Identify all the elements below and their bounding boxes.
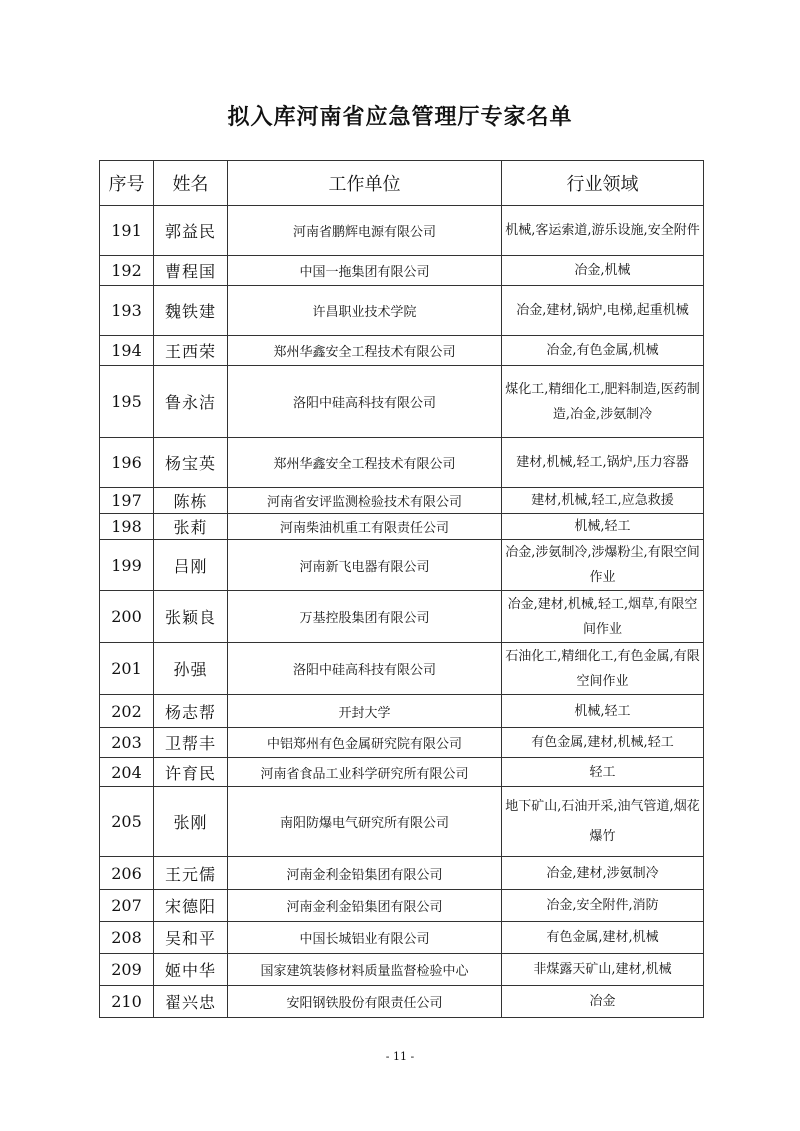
row-field: 机械,客运索道,游乐设施,安全附件 (502, 206, 704, 256)
table-row (100, 438, 704, 488)
table-row (100, 787, 704, 857)
row-name: 王元儒 (154, 857, 228, 890)
row-no: 192 (100, 256, 154, 286)
table-row (100, 728, 704, 758)
row-field: 建材,机械,轻工,锅炉,压力容器 (502, 438, 704, 488)
row-no: 194 (100, 336, 154, 366)
row-field: 轻工 (502, 758, 704, 787)
row-no: 206 (100, 857, 154, 890)
header-unit: 工作单位 (228, 161, 502, 206)
row-field: 冶金,有色金属,机械 (502, 336, 704, 366)
table-row (100, 922, 704, 954)
row-field: 石油化工,精细化工,有色金属,有限空间作业 (502, 643, 704, 695)
table-row (100, 758, 704, 787)
row-name: 杨宝英 (154, 438, 228, 488)
row-field: 冶金,安全附件,消防 (502, 890, 704, 922)
row-no: 198 (100, 514, 154, 540)
row-no: 204 (100, 758, 154, 787)
row-field: 冶金,建材,涉氨制冷 (502, 857, 704, 890)
row-unit: 洛阳中硅高科技有限公司 (228, 366, 502, 438)
row-name: 曹程国 (154, 256, 228, 286)
row-unit: 河南金利金铅集团有限公司 (228, 890, 502, 922)
row-field: 有色金属,建材,机械,轻工 (502, 728, 704, 758)
row-name: 陈栋 (154, 488, 228, 514)
table-row (100, 695, 704, 728)
row-unit: 许昌职业技术学院 (228, 286, 502, 336)
table-row (100, 256, 704, 286)
row-field: 有色金属,建材,机械 (502, 922, 704, 954)
row-name: 翟兴忠 (154, 986, 228, 1018)
row-unit: 南阳防爆电气研究所有限公司 (228, 787, 502, 857)
row-no: 203 (100, 728, 154, 758)
table-row (100, 488, 704, 514)
row-unit: 河南新飞电器有限公司 (228, 540, 502, 591)
row-unit: 开封大学 (228, 695, 502, 728)
table-row (100, 336, 704, 366)
row-name: 杨志帮 (154, 695, 228, 728)
row-name: 王西荣 (154, 336, 228, 366)
row-no: 209 (100, 954, 154, 986)
row-unit: 中国一拖集团有限公司 (228, 256, 502, 286)
row-name: 吕刚 (154, 540, 228, 591)
row-name: 张颖良 (154, 591, 228, 643)
row-unit: 河南省安评监测检验技术有限公司 (228, 488, 502, 514)
row-unit: 万基控股集团有限公司 (228, 591, 502, 643)
table-row (100, 286, 704, 336)
row-field: 建材,机械,轻工,应急救援 (502, 488, 704, 514)
row-field: 冶金,涉氨制冷,涉爆粉尘,有限空间作业 (502, 540, 704, 591)
row-name: 吴和平 (154, 922, 228, 954)
row-field: 冶金,机械 (502, 256, 704, 286)
header-no: 序号 (100, 161, 154, 206)
table-row (100, 206, 704, 256)
expert-table (99, 160, 704, 1018)
row-no: 196 (100, 438, 154, 488)
row-name: 孙强 (154, 643, 228, 695)
row-unit: 国家建筑装修材料质量监督检验中心 (228, 954, 502, 986)
row-unit: 河南金利金铅集团有限公司 (228, 857, 502, 890)
row-no: 210 (100, 986, 154, 1018)
row-name: 鲁永洁 (154, 366, 228, 438)
row-no: 197 (100, 488, 154, 514)
row-name: 郭益民 (154, 206, 228, 256)
row-name: 魏铁建 (154, 286, 228, 336)
row-name: 卫帮丰 (154, 728, 228, 758)
row-field: 冶金,建材,机械,轻工,烟草,有限空间作业 (502, 591, 704, 643)
header-name: 姓名 (154, 161, 228, 206)
row-field: 机械,轻工 (502, 514, 704, 540)
row-no: 200 (100, 591, 154, 643)
row-unit: 安阳钢铁股份有限责任公司 (228, 986, 502, 1018)
table-body (100, 206, 704, 1018)
row-unit: 郑州华鑫安全工程技术有限公司 (228, 336, 502, 366)
row-field: 地下矿山,石油开采,油气管道,烟花爆竹 (502, 787, 704, 857)
table-row (100, 857, 704, 890)
row-no: 205 (100, 787, 154, 857)
row-no: 199 (100, 540, 154, 591)
table-row (100, 986, 704, 1018)
table-row (100, 540, 704, 591)
row-unit: 郑州华鑫安全工程技术有限公司 (228, 438, 502, 488)
table-row (100, 643, 704, 695)
table-row (100, 591, 704, 643)
row-field: 冶金 (502, 986, 704, 1018)
row-unit: 中国长城铝业有限公司 (228, 922, 502, 954)
row-no: 193 (100, 286, 154, 336)
page-number: - 11 - (385, 1050, 415, 1063)
row-no: 207 (100, 890, 154, 922)
row-name: 许育民 (154, 758, 228, 787)
row-no: 191 (100, 206, 154, 256)
table-row (100, 954, 704, 986)
header-field: 行业领域 (502, 161, 704, 206)
table-row (100, 890, 704, 922)
table-header-row (100, 161, 704, 206)
row-name: 张莉 (154, 514, 228, 540)
page-title: 拟入库河南省应急管理厅专家名单 (227, 105, 573, 130)
row-no: 202 (100, 695, 154, 728)
row-unit: 河南省食品工业科学研究所有限公司 (228, 758, 502, 787)
table-row (100, 514, 704, 540)
row-unit: 中铝郑州有色金属研究院有限公司 (228, 728, 502, 758)
row-name: 姬中华 (154, 954, 228, 986)
row-no: 201 (100, 643, 154, 695)
table-row (100, 366, 704, 438)
row-no: 208 (100, 922, 154, 954)
row-field: 煤化工,精细化工,肥料制造,医药制造,冶金,涉氨制冷 (502, 366, 704, 438)
row-field: 冶金,建材,锅炉,电梯,起重机械 (502, 286, 704, 336)
row-name: 张刚 (154, 787, 228, 857)
row-name: 宋德阳 (154, 890, 228, 922)
row-no: 195 (100, 366, 154, 438)
row-field: 机械,轻工 (502, 695, 704, 728)
row-unit: 河南省鹏辉电源有限公司 (228, 206, 502, 256)
row-field: 非煤露天矿山,建材,机械 (502, 954, 704, 986)
row-unit: 洛阳中硅高科技有限公司 (228, 643, 502, 695)
row-unit: 河南柴油机重工有限责任公司 (228, 514, 502, 540)
